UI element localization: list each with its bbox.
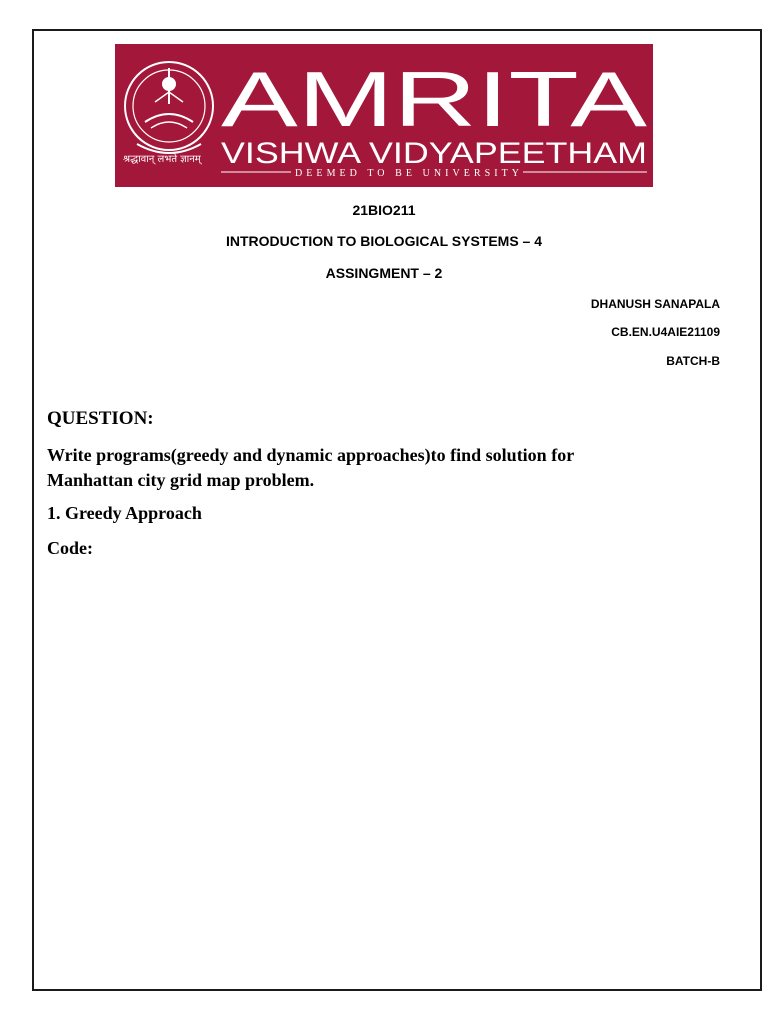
university-logo [115,44,653,187]
logo-graphic [115,44,653,187]
course-code: 21BIO211 [352,202,416,218]
student-name: DHANUSH SANAPALA [590,297,720,311]
course-title: INTRODUCTION TO BIOLOGICAL SYSTEMS – 4 [225,233,543,249]
logo-tagline-text: DEEMED TO BE UNIVERSITY [295,168,519,179]
question-line-1: Write programs(greedy and dynamic approaches)to find solution for [47,445,575,465]
code-label: Code: [47,538,93,558]
assignment-title: ASSINGMENT – 2 [325,265,443,281]
emblem-icon [125,62,213,153]
logo-subtitle-text: VISHWA VIDYAPEETHAM [221,137,647,170]
student-batch: BATCH-B [666,354,720,368]
question-line-2: Manhattan city grid map problem. [47,470,315,490]
question-heading: QUESTION: [47,408,154,429]
logo-brand-text: AMRITA [221,55,647,143]
section-heading: 1. Greedy Approach [47,503,202,523]
student-roll: CB.EN.U4AIE21109 [611,325,720,339]
logo-motto: श्रद्धावान् लभते ज्ञानम् [123,154,201,165]
